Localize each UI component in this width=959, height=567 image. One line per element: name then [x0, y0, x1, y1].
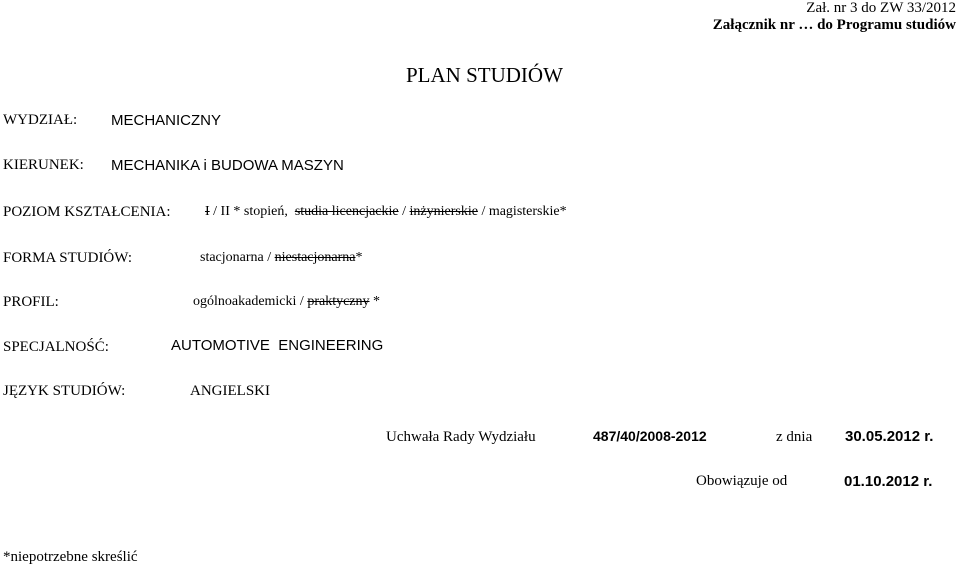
field-label-poziom: POZIOM KSZTAŁCENIA: — [3, 204, 171, 220]
field-value-jezyk: ANGIELSKI — [190, 383, 270, 399]
field-label-forma: FORMA STUDIÓW: — [3, 250, 133, 266]
obowiazuje-label: Obowiązuje od — [696, 473, 788, 489]
option-niestacjonarna: niestacjonarna — [274, 250, 356, 265]
annex-number — [806, 0, 956, 17]
field-label-profil: PROFIL: — [3, 294, 59, 310]
field-value-wydzial: MECHANICZNY — [111, 112, 222, 129]
uchwala-label: Uchwała Rady Wydziału — [386, 429, 536, 445]
poziom-sep2: / — [398, 204, 410, 219]
footnote: *niepotrzebne skreślić — [3, 549, 138, 565]
profil-suffix: * — [369, 294, 381, 309]
obowiazuje-date: 01.10.2012 r. — [844, 473, 933, 490]
poziom-sep3: / magisterskie* — [477, 204, 567, 219]
profil-prefix: ogólnoakademicki / — [193, 294, 308, 309]
field-label-jezyk: JĘZYK STUDIÓW: — [3, 383, 126, 399]
uchwala-date: 30.05.2012 r. — [845, 428, 934, 445]
page-title-text: PLAN STUDIÓW — [406, 63, 563, 87]
annex-reference-text: Załącznik nr … do Programu studiów — [712, 17, 956, 33]
option-praktyczny: praktyczny — [307, 294, 370, 309]
uchwala-date-label: z dnia — [776, 429, 813, 445]
field-label-kierunek: KIERUNEK: — [3, 157, 84, 173]
field-value-poziom — [205, 204, 567, 220]
page-title — [406, 63, 563, 88]
field-value-forma — [200, 250, 363, 266]
field-label-specjalnosc: SPECJALNOŚĆ: — [3, 339, 109, 355]
forma-prefix: stacjonarna / — [200, 250, 275, 265]
annex-reference — [713, 17, 956, 34]
uchwala-number: 487/40/2008-2012 — [593, 428, 707, 444]
option-licencjackie: studia licencjackie — [294, 204, 399, 219]
field-value-kierunek: MECHANIKA i BUDOWA MASZYN — [111, 157, 344, 174]
forma-suffix: * — [355, 250, 363, 265]
field-label-wydzial: WYDZIAŁ: — [3, 112, 78, 128]
field-value-profil — [193, 294, 380, 310]
poziom-sep1: / II * stopień, — [209, 204, 295, 219]
field-value-specjalnosc: AUTOMOTIVE ENGINEERING — [171, 337, 384, 354]
annex-number-text: Zał. nr 3 do ZW 33/2012 — [806, 0, 956, 16]
option-stopien-I: I — [205, 204, 210, 219]
option-inzynierskie: inżynierskie — [409, 204, 478, 219]
